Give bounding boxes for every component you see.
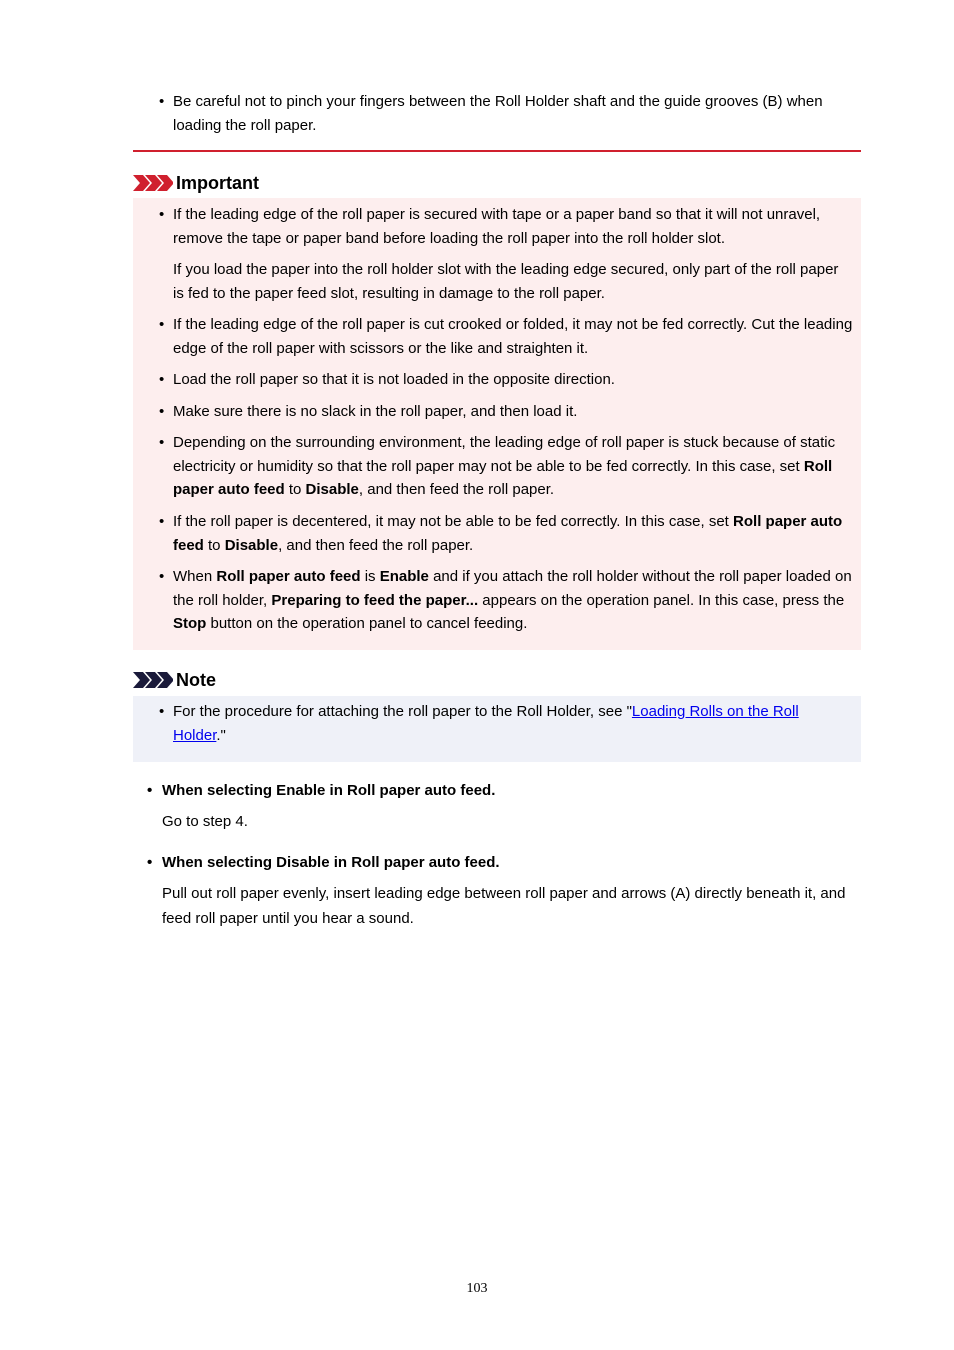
important-item-4	[159, 400, 854, 424]
bullet-marker: •	[159, 93, 165, 110]
important-title: Important	[176, 173, 259, 193]
bullet-marker: •	[159, 403, 165, 420]
setting-value: Enable	[379, 568, 429, 585]
loading-rolls-link[interactable]: Loading Rolls on the Roll Holder	[173, 703, 799, 744]
bullet-marker: •	[159, 568, 165, 585]
important-item-1-followup: If you load the paper into the roll holder slot with the leading edge secured, only part of the roll paper is fed to the paper feed slot, resulting in damage to the roll paper.	[173, 261, 839, 302]
important-item-1	[159, 203, 854, 250]
important-item-text: When Roll paper auto feed is Enable and if you attach the roll holder without the roll paper loaded on the roll holder, Preparing to feed the paper... appears on the operation panel. In this case, press the Stop button on the operation panel to cancel feeding.	[173, 568, 852, 632]
bullet-marker: •	[159, 371, 165, 388]
bullet-marker: •	[147, 854, 153, 871]
setting-name: Roll paper auto feed	[216, 568, 361, 585]
page-number: 103	[466, 1281, 488, 1296]
important-divider	[133, 150, 861, 152]
important-item-7	[159, 565, 854, 636]
important-item-text: If the leading edge of the roll paper is cut crooked or folded, it may not be fed correctly. Cut the leading edge of the roll paper with scissors or the like and straighten it.	[173, 316, 853, 357]
triple-chevron-icon	[133, 175, 173, 191]
step-heading-text: When selecting Enable in Roll paper auto feed.	[162, 782, 496, 799]
step-heading-disable	[147, 851, 500, 874]
important-item-6	[159, 510, 854, 557]
important-item-text: If the leading edge of the roll paper is secured with tape or a paper band so that it will not unravel, remove the tape or paper band before loading the roll paper into the roll holder slot.	[173, 206, 821, 247]
bullet-marker: •	[159, 316, 165, 333]
triple-chevron-icon	[133, 672, 173, 688]
bullet-marker: •	[147, 782, 153, 799]
step-heading-enable	[147, 779, 495, 802]
step-body-enable: Go to step 4.	[162, 813, 248, 830]
setting-name: Roll paper auto feed	[173, 457, 833, 498]
bullet-marker: •	[159, 434, 165, 451]
note-item-text: For the procedure for attaching the roll paper to the Roll Holder, see "Loading Rolls on the Roll Holder."	[173, 703, 799, 744]
step-body-disable: Pull out roll paper evenly, insert leading edge between roll paper and arrows (A) directly beneath it, and feed roll paper until you hear a sound.	[162, 885, 846, 927]
bullet-marker: •	[159, 703, 165, 720]
important-item-text: Load the roll paper so that it is not loaded in the opposite direction.	[173, 371, 615, 388]
important-item-text: Depending on the surrounding environment, the leading edge of roll paper is stuck because of static electricity or humidity so that the roll paper may not be able to be fed correctly. In this case, set Roll paper auto feed to Disable, and then feed the roll paper.	[173, 434, 836, 498]
bullet-marker: •	[159, 513, 165, 530]
important-item-text: Make sure there is no slack in the roll paper, and then load it.	[173, 403, 578, 420]
bullet-marker: •	[159, 206, 165, 223]
important-item-5	[159, 431, 854, 502]
important-item-2	[159, 313, 854, 360]
panel-message: Preparing to feed the paper...	[271, 591, 479, 609]
setting-value: Disable	[224, 536, 279, 554]
note-title: Note	[176, 670, 216, 690]
step-heading-text: When selecting Disable in Roll paper auto feed.	[162, 854, 500, 871]
note-item	[159, 700, 854, 747]
stop-button-name: Stop	[173, 615, 207, 632]
important-item-text: If the roll paper is decentered, it may not be able to be fed correctly. In this case, set Roll paper auto feed to Disable, and then feed the roll paper.	[173, 513, 843, 554]
intro-bullet-text: Be careful not to pinch your fingers between the Roll Holder shaft and the guide grooves (B) when loading the roll paper.	[173, 93, 823, 134]
intro-bullet	[159, 90, 859, 137]
setting-name: Roll paper auto feed	[173, 513, 843, 554]
important-item-3	[159, 368, 854, 392]
setting-value: Disable	[305, 481, 359, 498]
